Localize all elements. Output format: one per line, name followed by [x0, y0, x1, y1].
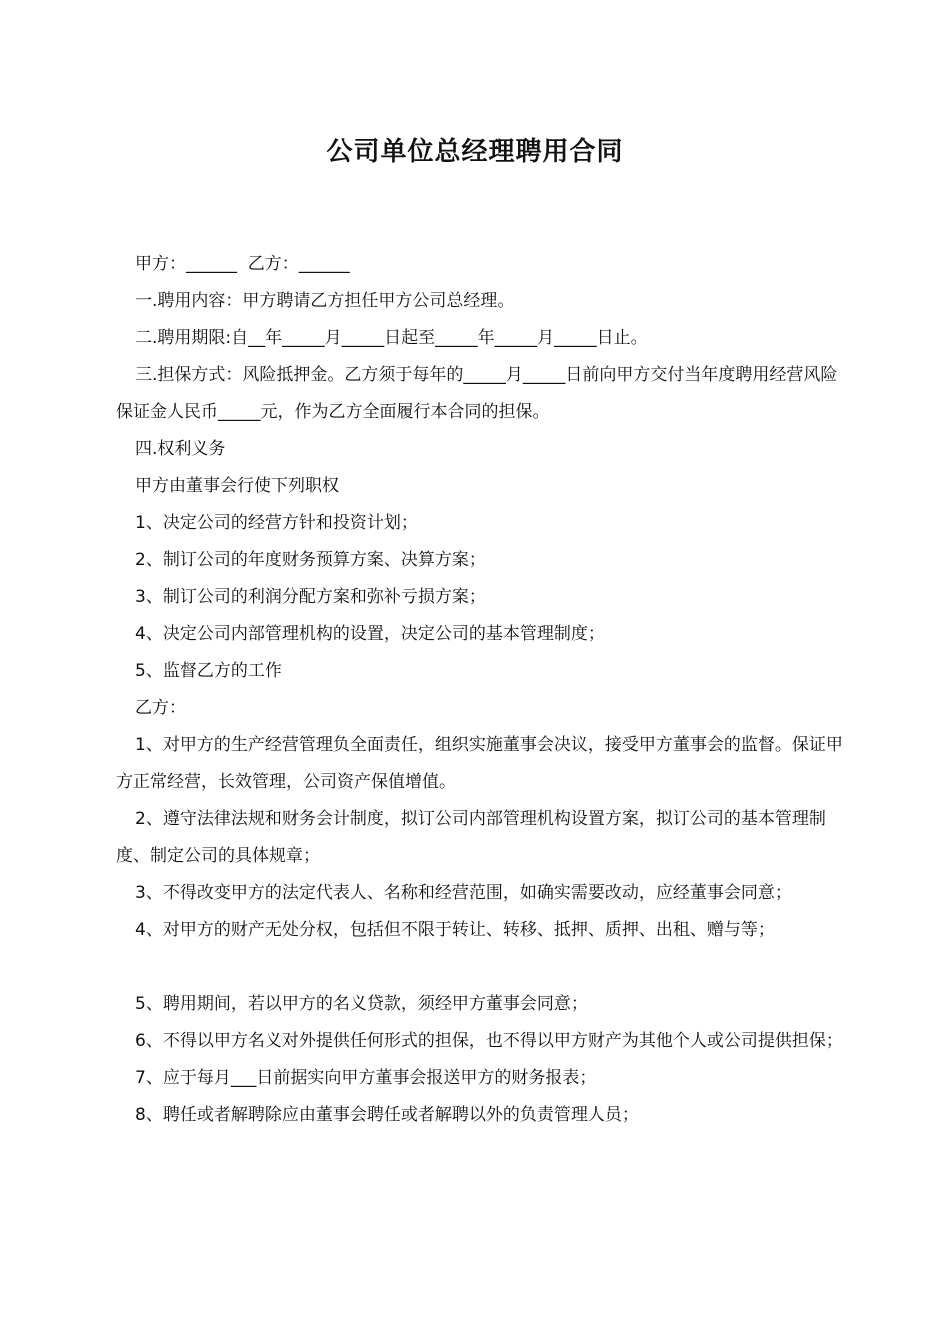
- party-line: 甲方：______ 乙方：______: [135, 254, 350, 274]
- party-a-item-1: 1、决定公司的经营方针和投资计划；: [135, 513, 418, 533]
- clause-term: 二.聘用期限:自__年_____月_____日起至_____年_____月_____日止。: [135, 328, 648, 348]
- party-a-item-4: 4、决定公司内部管理机构的设置，决定公司的基本管理制度；: [135, 624, 605, 644]
- party-b-item-2: 2、遵守法律法规和财务会计制度，拟订公司内部管理机构设置方案，拟订公司的基本管理制度、制定公司的具体规章；: [116, 809, 826, 866]
- document-body: [116, 246, 851, 1134]
- party-a-rights-heading: 甲方由董事会行使下列职权: [135, 476, 339, 496]
- blank-line: [116, 949, 851, 986]
- party-b-item-8: 8、聘任或者解聘除应由董事会聘任或者解聘以外的负责管理人员；: [135, 1105, 639, 1125]
- party-b-item-4: 4、对甲方的财产无处分权，包括但不限于转让、转移、抵押、质押、出租、赠与等；: [135, 920, 775, 940]
- party-b-heading: 乙方：: [135, 698, 186, 718]
- party-b-item-5: 5、聘用期间，若以甲方的名义贷款，须经甲方董事会同意；: [135, 994, 588, 1014]
- clause-guarantee: 三.担保方式：风险抵押金。乙方须于每年的_____月_____日前向甲方交付当年度聘用经营风险保证金人民币_____元，作为乙方全面履行本合同的担保。: [116, 365, 838, 422]
- party-b-item-6: 6、不得以甲方名义对外提供任何形式的担保，也不得以甲方财产为其他个人或公司提供担保；: [135, 1031, 843, 1051]
- party-a-item-2: 2、制订公司的年度财务预算方案、决算方案；: [135, 550, 486, 570]
- clause-rights-heading: 四.权利义务: [135, 439, 226, 459]
- party-a-item-5: 5、监督乙方的工作: [135, 661, 282, 681]
- party-b-item-7: 7、应于每月___日前据实向甲方董事会报送甲方的财务报表；: [135, 1068, 597, 1088]
- party-b-item-1: 1、对甲方的生产经营管理负全面责任，组织实施董事会决议，接受甲方董事会的监督。保证甲方正常经营，长效管理，公司资产保值增值。: [116, 735, 843, 792]
- party-a-item-3: 3、制订公司的利润分配方案和弥补亏损方案；: [135, 587, 486, 607]
- clause-content: 一.聘用内容：甲方聘请乙方担任甲方公司总经理。: [135, 291, 515, 311]
- document-title: 公司单位总经理聘用合同: [326, 137, 624, 167]
- party-b-item-3: 3、不得改变甲方的法定代表人、名称和经营范围，如确实需要改动，应经董事会同意；: [135, 883, 792, 903]
